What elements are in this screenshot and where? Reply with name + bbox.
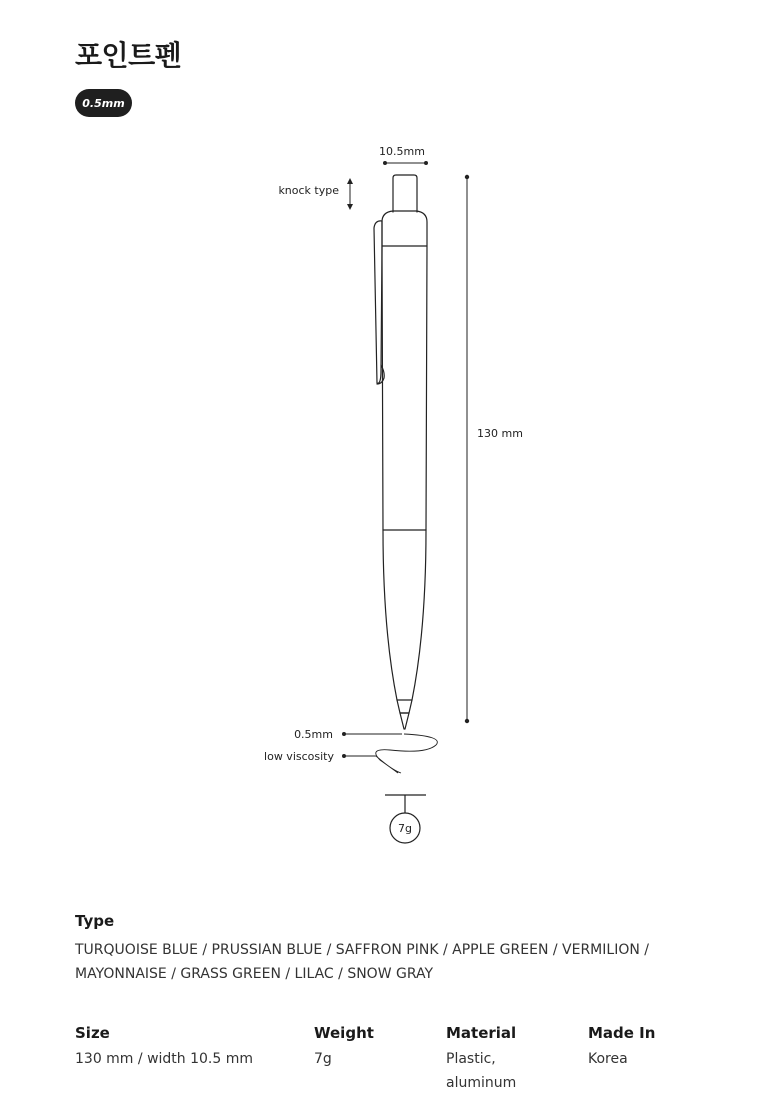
dimension-dot-icon [465,719,469,723]
weight-tag-icon [385,795,426,843]
made-in-label: Made In [588,1024,656,1042]
type-label: Type [75,912,115,930]
ink-annotation [264,734,437,773]
weight-tag-label: 7g [398,822,412,835]
size-value: 130 mm / width 10.5 mm [75,1051,254,1067]
ink-label: low viscosity [264,750,334,763]
weight-value: 7g [314,1051,332,1067]
material-label: Material [446,1024,517,1042]
double-arrow-icon [347,178,353,210]
tip-annotation [294,728,402,741]
pen-outline [374,175,427,729]
length-dimension [465,175,523,723]
width-label: 10.5mm [379,145,425,158]
tip-size-badge: 0.5mm [75,89,132,117]
dimension-dot-icon [424,161,428,165]
weight-label: Weight [314,1024,374,1042]
tip-label: 0.5mm [294,728,333,741]
type-value: TURQUOISE BLUE / PRUSSIAN BLUE / SAFFRON PINK / APPLE GREEN / VERMILION / MAYONNAISE / GRASS GREEN / LILAC / SNOW GRAY [75,942,649,982]
knock-label: knock type [278,184,339,197]
made-in-value: Korea [588,1051,628,1067]
size-label: Size [75,1024,110,1042]
width-dimension [379,145,428,165]
material-value: Plastic, aluminum [446,1051,517,1091]
dimension-dot-icon [383,161,387,165]
product-title: 포인트펜 [75,39,182,72]
dimension-dot-icon [465,175,469,179]
knock-annotation [278,178,353,210]
length-label: 130 mm [477,427,523,440]
